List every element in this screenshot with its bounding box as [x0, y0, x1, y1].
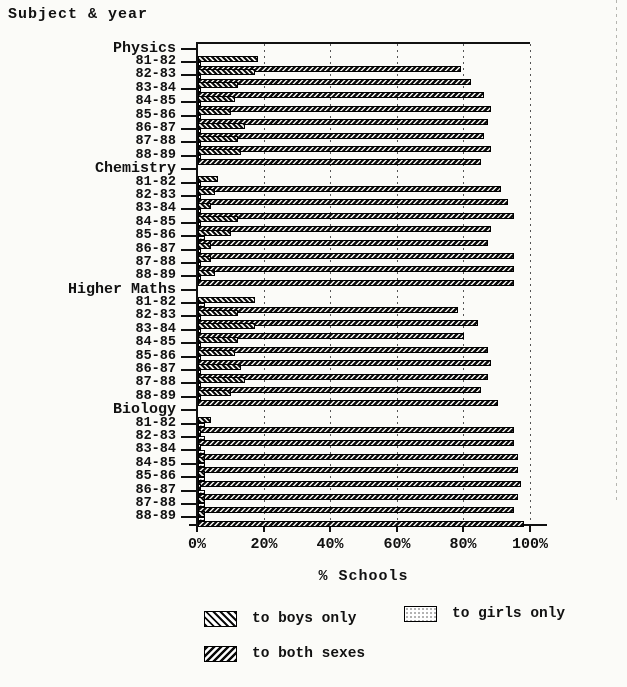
year-label: 82-83	[135, 428, 176, 444]
year-label: 88-89	[135, 147, 176, 163]
year-label: 82-83	[135, 67, 176, 83]
bar-both-sexes	[198, 106, 491, 112]
bar-both-sexes	[198, 280, 514, 286]
year-label: 83-84	[135, 442, 176, 458]
y-tick	[181, 235, 196, 237]
y-tick	[181, 262, 196, 264]
bar-both-sexes	[198, 481, 521, 487]
bar-boys-only	[198, 377, 245, 383]
y-tick	[181, 168, 196, 170]
bar-both-sexes	[198, 400, 498, 406]
bar-both-sexes	[198, 494, 518, 500]
year-label: 84-85	[135, 94, 176, 110]
y-tick	[181, 409, 196, 411]
year-label: 85-86	[135, 228, 176, 244]
year-label: 82-83	[135, 187, 176, 203]
subject-label-chemistry: Chemistry	[94, 160, 176, 178]
y-tick	[181, 141, 196, 143]
y-tick	[181, 476, 196, 478]
bar-both-sexes	[198, 240, 488, 246]
y-tick	[181, 369, 196, 371]
year-label: 87-88	[135, 495, 176, 511]
year-label: 88-89	[135, 388, 176, 404]
both-sexes-hatch-swatch	[204, 646, 237, 662]
y-tick	[181, 88, 196, 90]
y-tick	[181, 463, 196, 465]
legend-label-boys: to boys only	[252, 611, 357, 627]
bar-both-sexes	[198, 360, 491, 366]
bar-both-sexes	[198, 467, 518, 473]
year-label: 84-85	[135, 455, 176, 471]
year-label: 84-85	[135, 335, 176, 351]
gridline-100	[530, 44, 531, 524]
y-tick	[181, 490, 196, 492]
year-label: 87-88	[135, 134, 176, 150]
year-label: 83-84	[135, 80, 176, 96]
bar-both-sexes	[198, 347, 488, 353]
year-label: 88-89	[135, 509, 176, 525]
bar-boys-only	[198, 109, 231, 115]
scan-artifact-line	[616, 0, 617, 500]
year-label: 86-87	[135, 241, 176, 257]
year-label: 81-82	[135, 415, 176, 431]
plot-top-border	[197, 42, 530, 44]
bar-both-sexes	[198, 199, 508, 205]
subject-label-biology: Biology	[112, 401, 176, 419]
bar-both-sexes	[198, 454, 518, 460]
x-tick-label-40: 40%	[316, 536, 344, 553]
boys-only-hatch-swatch	[204, 611, 237, 627]
y-tick	[181, 74, 196, 76]
bar-both-sexes	[198, 213, 514, 219]
bar-both-sexes	[198, 253, 514, 259]
girls-only-dot-swatch	[404, 606, 437, 622]
y-tick	[181, 275, 196, 277]
year-label: 84-85	[135, 214, 176, 230]
bar-both-sexes	[198, 427, 514, 433]
y-tick	[181, 289, 196, 291]
y-tick	[181, 382, 196, 384]
bar-boys-only	[198, 350, 235, 356]
legend-item-both	[204, 646, 365, 662]
year-label: 83-84	[135, 201, 176, 217]
y-tick	[181, 315, 196, 317]
y-tick	[181, 222, 196, 224]
year-label: 87-88	[135, 375, 176, 391]
y-tick	[181, 329, 196, 331]
bar-boys-only	[198, 390, 231, 396]
y-tick	[181, 302, 196, 304]
y-tick	[181, 208, 196, 210]
bar-boys-only	[198, 216, 238, 222]
x-tick-100	[529, 524, 531, 532]
year-label: 81-82	[135, 174, 176, 190]
legend-item-boys	[204, 611, 356, 627]
bar-both-sexes	[198, 133, 484, 139]
year-label: 85-86	[135, 469, 176, 485]
subject-label-higher-maths: Higher Maths	[67, 280, 176, 298]
bar-both-sexes	[198, 333, 464, 339]
bar-boys-only	[198, 123, 245, 129]
bar-both-sexes	[198, 146, 491, 152]
year-label: 82-83	[135, 308, 176, 324]
year-label: 81-82	[135, 54, 176, 70]
y-tick	[181, 61, 196, 63]
y-tick	[181, 503, 196, 505]
bar-both-sexes	[198, 226, 491, 232]
y-tick	[181, 48, 196, 50]
bar-boys-only	[198, 297, 255, 303]
bar-both-sexes	[198, 387, 481, 393]
x-tick-label-0: 0%	[187, 536, 206, 553]
bar-both-sexes	[198, 159, 481, 165]
legend-label-girls: to girls only	[452, 606, 566, 622]
bar-both-sexes	[198, 507, 514, 513]
x-axis-title: % Schools	[318, 568, 409, 585]
bar-boys-only	[198, 96, 235, 102]
y-tick	[181, 396, 196, 398]
y-tick	[181, 423, 196, 425]
y-tick	[181, 356, 196, 358]
y-tick	[181, 155, 196, 157]
bar-both-sexes	[198, 521, 524, 527]
y-tick	[181, 249, 196, 251]
chart-title: Subject & year	[8, 6, 149, 23]
x-tick-label-100: 100%	[511, 536, 548, 553]
subject-label-physics: Physics	[112, 39, 176, 57]
y-tick	[181, 516, 196, 518]
bar-boys-only	[198, 323, 255, 329]
year-label: 83-84	[135, 321, 176, 337]
bar-both-sexes	[198, 92, 484, 98]
y-tick	[181, 182, 196, 184]
x-tick-label-20: 20%	[250, 536, 278, 553]
x-tick-label-80: 80%	[449, 536, 477, 553]
y-tick	[181, 195, 196, 197]
bar-boys-only	[198, 337, 238, 343]
y-tick	[181, 449, 196, 451]
bar-both-sexes	[198, 79, 471, 85]
y-tick	[181, 101, 196, 103]
year-label: 85-86	[135, 107, 176, 123]
year-label: 86-87	[135, 121, 176, 137]
bar-boys-only	[198, 136, 238, 142]
year-label: 86-87	[135, 362, 176, 378]
x-tick-label-60: 60%	[383, 536, 411, 553]
bar-boys-only	[198, 310, 238, 316]
year-label: 87-88	[135, 254, 176, 270]
year-label: 86-87	[135, 482, 176, 498]
bar-boys-only	[198, 56, 258, 62]
y-tick	[181, 436, 196, 438]
bar-both-sexes	[198, 440, 514, 446]
y-tick	[181, 115, 196, 117]
year-label: 88-89	[135, 268, 176, 284]
y-tick	[181, 128, 196, 130]
year-label: 85-86	[135, 348, 176, 364]
y-tick	[181, 342, 196, 344]
bar-boys-only	[198, 149, 241, 155]
legend-label-both: to both sexes	[252, 646, 366, 662]
bar-boys-only	[198, 69, 255, 75]
year-label: 81-82	[135, 295, 176, 311]
legend-item-girls	[404, 606, 565, 622]
bar-boys-only	[198, 82, 238, 88]
bar-both-sexes	[198, 266, 514, 272]
bar-both-sexes	[198, 186, 501, 192]
bar-boys-only	[198, 364, 241, 370]
